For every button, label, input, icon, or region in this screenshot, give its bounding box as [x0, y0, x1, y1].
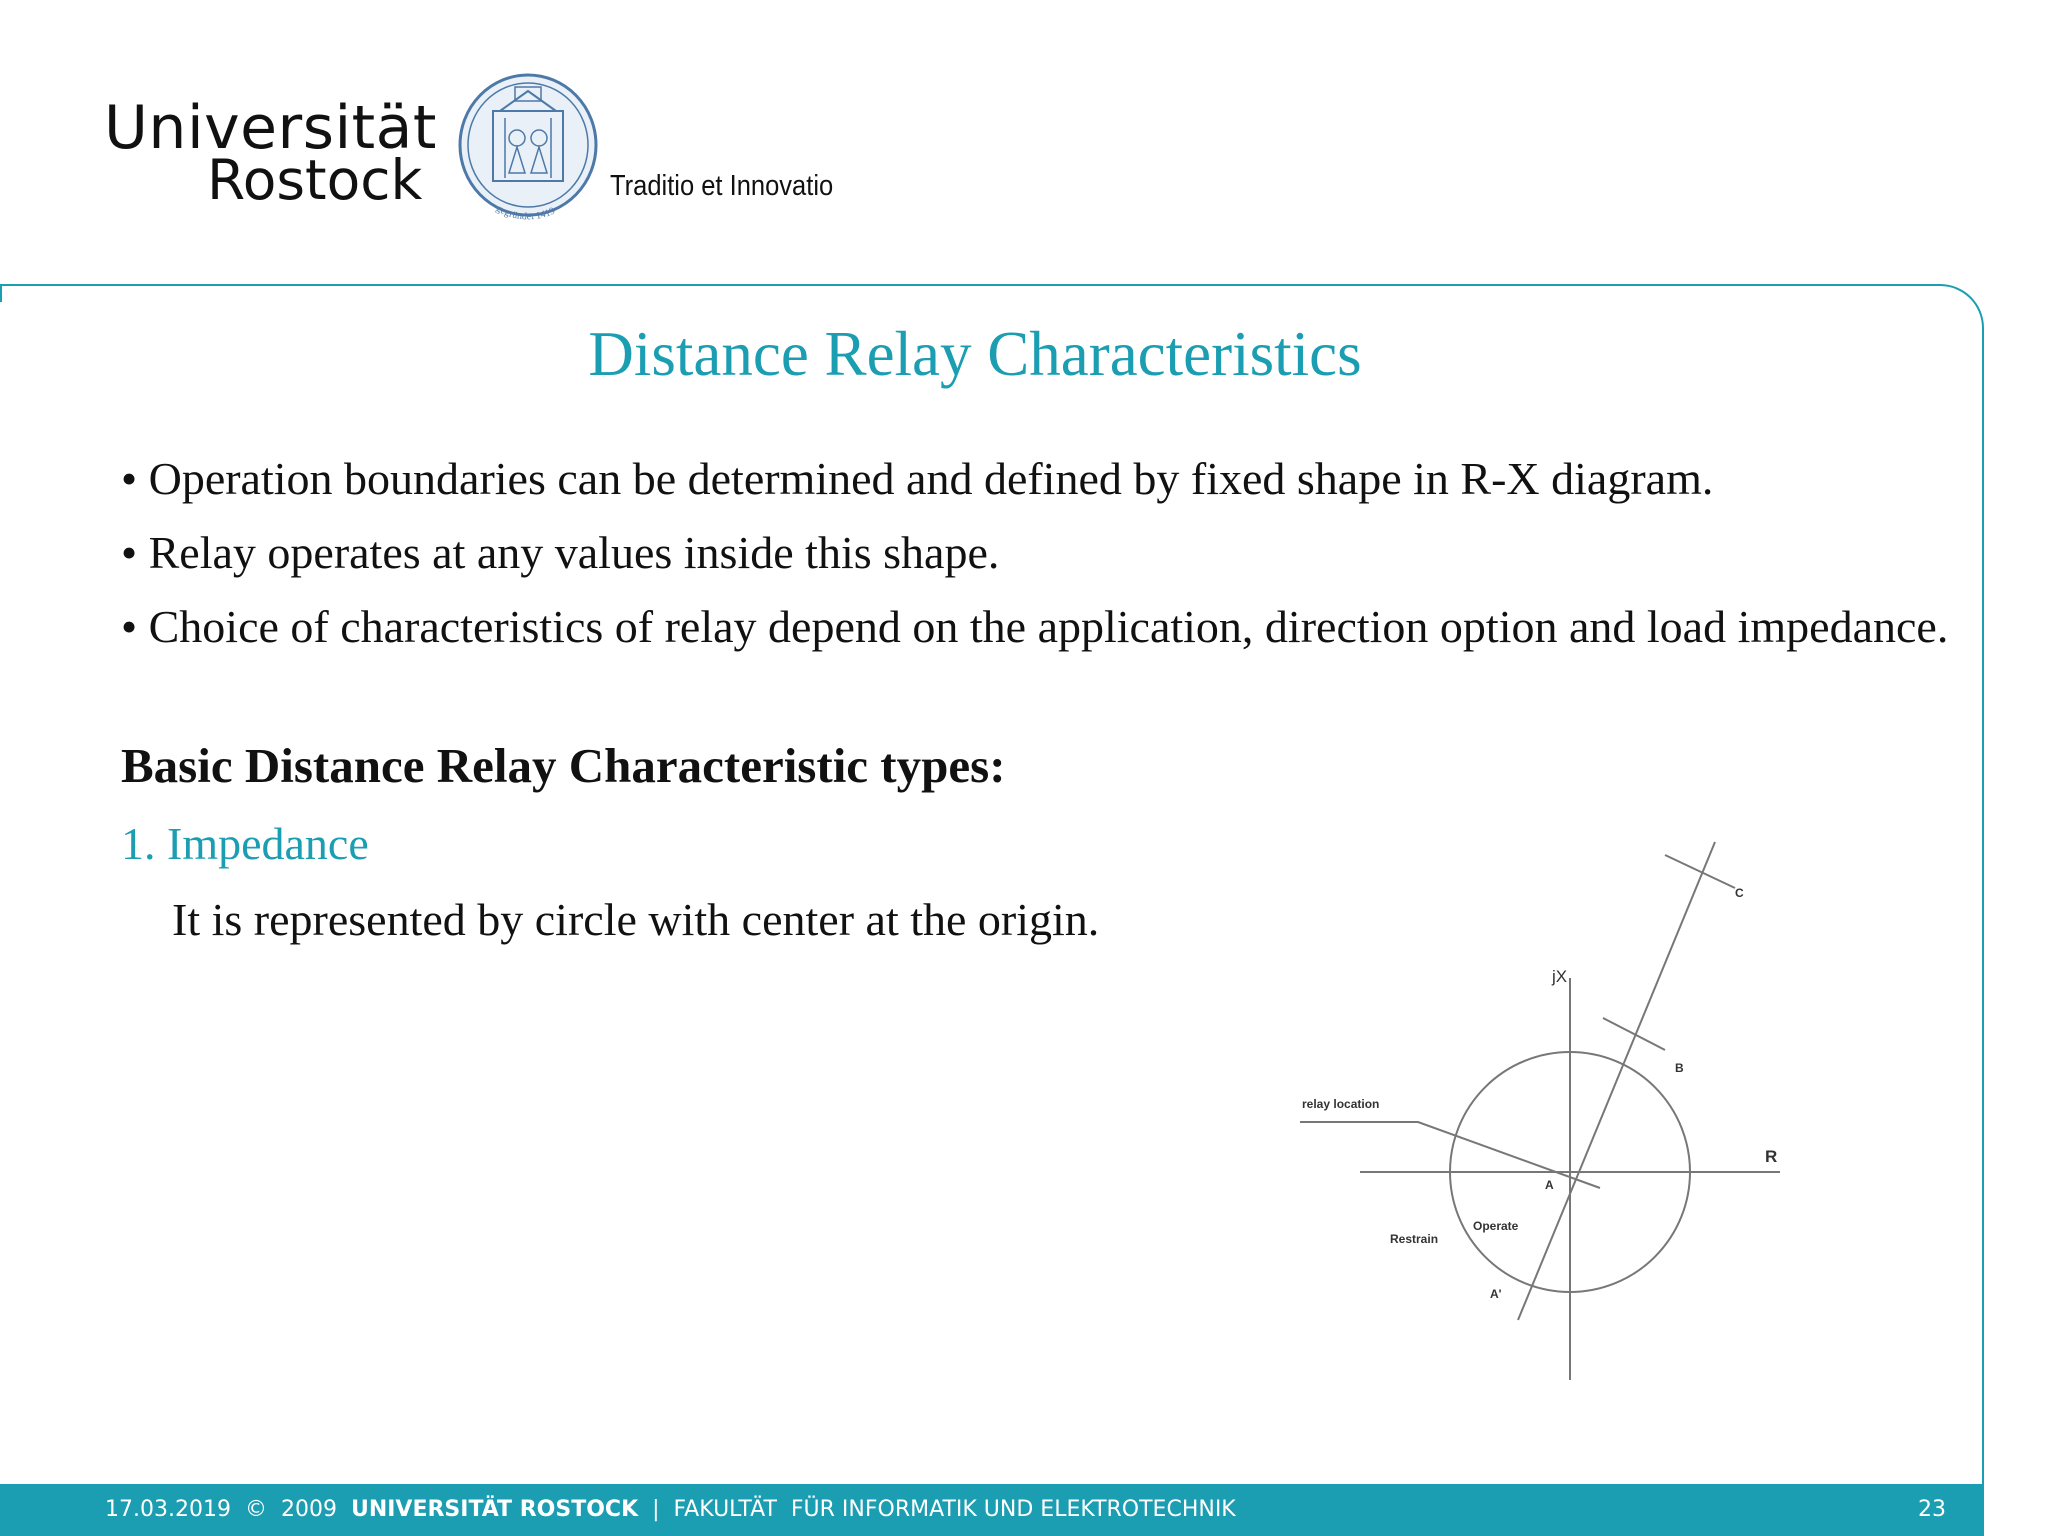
label-r: R [1765, 1147, 1778, 1166]
line-impedance [1518, 842, 1715, 1320]
label-restrain: Restrain [1390, 1232, 1439, 1246]
footer-date: 17.03.2019 [105, 1497, 231, 1522]
item-description: It is represented by circle with center at the origin. [172, 894, 1100, 945]
panel-left-edge [0, 284, 2, 302]
logo-motto: Traditio et Innovatio [610, 170, 834, 202]
seal-text: gegründet 1419 [494, 203, 557, 223]
university-seal-icon [455, 73, 601, 223]
label-a: A [1545, 1178, 1554, 1192]
logo-wordmark-line1: Universität [104, 93, 437, 163]
bullet-list [121, 448, 1951, 670]
label-c: C [1735, 886, 1744, 900]
label-relay-location: relay location [1302, 1097, 1380, 1111]
slide-title: Distance Relay Characteristics [588, 319, 1362, 389]
footer-bar [0, 1484, 1984, 1536]
footer-info [105, 1484, 1236, 1536]
tick-b [1603, 1018, 1665, 1050]
label-jx: jX [1552, 967, 1568, 986]
rx-impedance-diagram [1290, 840, 1810, 1380]
bullet-item: • Operation boundaries can be determined and defined by fixed shape in R-X diagram. [121, 453, 1714, 504]
label-operate: Operate [1473, 1219, 1519, 1233]
footer-university: UNIVERSITÄT ROSTOCK [350, 1497, 639, 1522]
bullet-item: • Relay operates at any values inside this shape. [121, 527, 1000, 578]
footer-copyright: © 2009 [244, 1497, 337, 1522]
footer-faculty: FAKULTÄT FÜR INFORMATIK UND ELEKTROTECHNIK [673, 1497, 1236, 1522]
logo-wordmark-line2: Rostock [207, 148, 423, 212]
label-a-prime: A' [1490, 1287, 1502, 1301]
list-item-impedance: 1. Impedance [121, 818, 369, 869]
section-heading: Basic Distance Relay Characteristic types: [121, 738, 1006, 793]
label-b: B [1675, 1061, 1684, 1075]
page-number: 23 [1918, 1497, 1946, 1522]
bullet-item: • Choice of characteristics of relay depend on the application, direction option and load impedance. [121, 601, 1949, 652]
tick-c [1665, 855, 1735, 888]
footer-separator: | [652, 1497, 660, 1522]
